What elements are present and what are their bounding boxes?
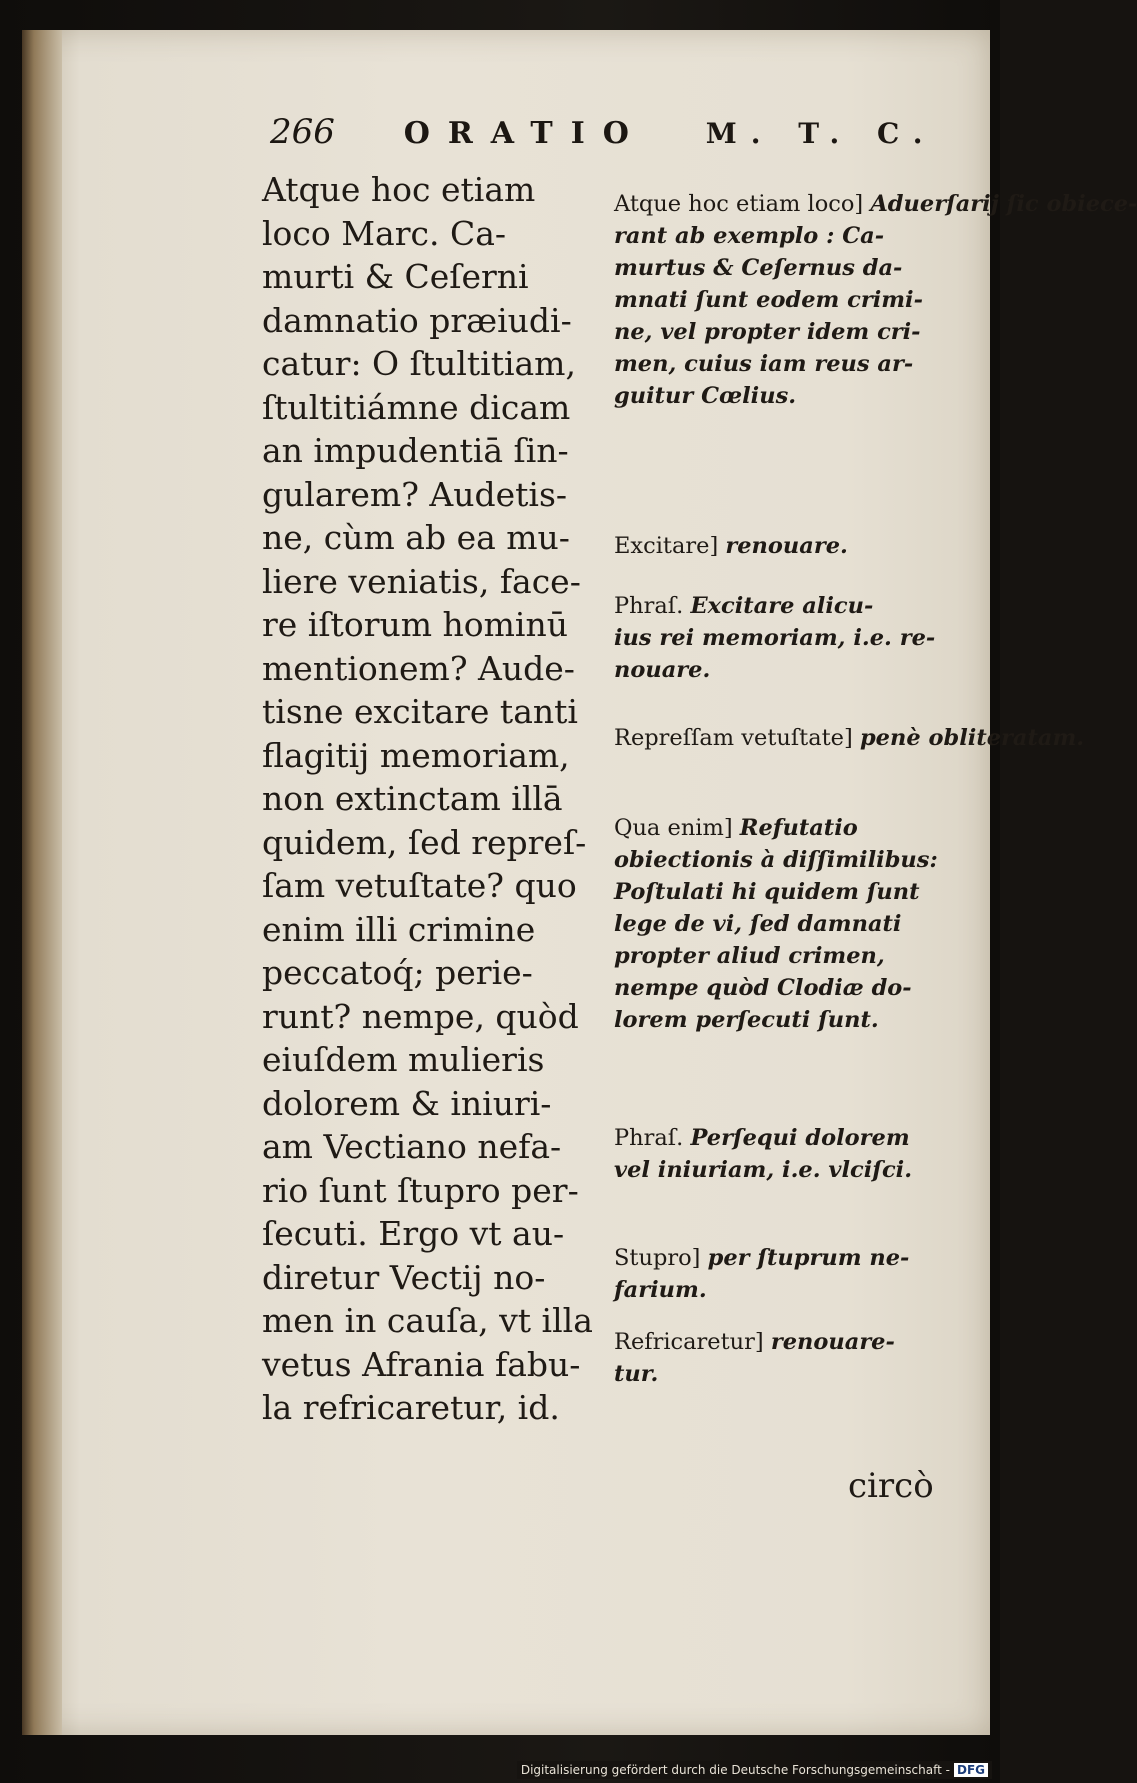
- main-text-line: runt? nempe, quòd: [262, 996, 579, 1036]
- main-text-line: peccatoq́; perie-: [262, 953, 533, 992]
- gloss-line: [614, 876, 959, 908]
- gloss-line: [614, 940, 959, 972]
- gloss-explanation: vel iniuriam, i.e. vlciſci.: [614, 1157, 913, 1183]
- gloss-line: [614, 284, 959, 316]
- gloss-line: [614, 908, 959, 940]
- gloss-line: [614, 1358, 959, 1390]
- gloss-explanation: renouare-: [770, 1329, 895, 1355]
- gloss-lemma: Qua enim]: [614, 815, 733, 841]
- marginal-gloss: [614, 530, 959, 562]
- gloss-lemma: Excitare]: [614, 533, 719, 559]
- gloss-line: [614, 380, 959, 412]
- marginal-gloss: [614, 722, 1085, 754]
- gloss-explanation: penè obliteratam.: [859, 725, 1085, 751]
- gloss-lemma: Atque hoc etiam loco]: [614, 191, 864, 217]
- main-text-line: damnatio præiudi-: [262, 300, 572, 340]
- main-text-line: re iſtorum hominū: [262, 605, 568, 644]
- gloss-explanation: per ſtuprum ne-: [707, 1245, 910, 1271]
- main-text-line: diretur Vectij no-: [262, 1257, 546, 1297]
- gloss-line: [614, 654, 959, 686]
- digitization-credit: [517, 1761, 992, 1779]
- gloss-lemma: Phraſ.: [614, 1125, 684, 1151]
- main-text-line: am Vectiano nefa-: [262, 1127, 562, 1166]
- gloss-line: [614, 1154, 959, 1186]
- main-text-line: gularem? Audetis-: [262, 474, 568, 514]
- main-text-line: murti & Ceſerni: [262, 257, 529, 296]
- gloss-line: [614, 722, 1085, 754]
- gloss-lemma: Phraſ.: [614, 593, 684, 619]
- marginal-gloss: [614, 590, 959, 686]
- catchword: circò: [848, 1466, 934, 1506]
- gloss-line: [614, 348, 959, 380]
- main-text-line: ſam vetuſtate? quo: [262, 866, 577, 905]
- marginal-gloss: [614, 1326, 959, 1390]
- gloss-explanation: Refutatio: [739, 815, 858, 841]
- running-title: ORATIO: [403, 116, 647, 151]
- main-text-line: ſecuti. Ergo vt au-: [262, 1214, 565, 1253]
- gloss-explanation: murtus & Ceſernus da-: [614, 255, 903, 281]
- gloss-line: [614, 220, 959, 252]
- gloss-line: [614, 1242, 959, 1274]
- gloss-line: [614, 316, 959, 348]
- main-text-line: catur: O ſtultitiam,: [262, 344, 576, 383]
- gloss-explanation: lorem perſecuti ſunt.: [614, 1007, 879, 1033]
- gloss-lemma: Stupro]: [614, 1245, 701, 1271]
- gloss-line: [614, 812, 959, 844]
- gloss-line: [614, 972, 959, 1004]
- page-gutter: [22, 30, 62, 1735]
- main-text-line: la refricaretur, id.: [262, 1388, 560, 1427]
- main-text-line: eiuſdem mulieris: [262, 1040, 545, 1079]
- marginal-gloss: [614, 1242, 959, 1306]
- gloss-explanation: ne, vel propter idem cri-: [614, 319, 921, 345]
- gloss-explanation: ius rei memoriam, i.e. re-: [614, 625, 936, 651]
- main-text-line: tisne excitare tanti: [262, 692, 578, 731]
- main-text-line: loco Marc. Ca-: [262, 213, 507, 253]
- gloss-line: [614, 530, 959, 562]
- main-text-line: non extinctam illā: [262, 779, 563, 818]
- gloss-explanation: Excitare alicu-: [690, 593, 874, 619]
- page-number: 266: [270, 112, 335, 152]
- gloss-explanation: mnati ſunt eodem crimi-: [614, 287, 923, 313]
- marginal-gloss: [614, 188, 1137, 412]
- gloss-explanation: tur.: [614, 1361, 659, 1387]
- main-text-line: an impudentiā ſin-: [262, 431, 569, 470]
- main-text-line: mentionem? Aude-: [262, 648, 575, 688]
- main-text-line: quidem, ſed repreſ-: [262, 822, 587, 862]
- dfg-badge: DFG: [954, 1763, 988, 1777]
- gloss-line: [614, 252, 959, 284]
- gloss-line: [614, 622, 959, 654]
- gloss-explanation: rant ab exemplo : Ca-: [614, 223, 885, 249]
- main-text-line: dolorem & iniuri-: [262, 1083, 552, 1123]
- gloss-explanation: Perſequi dolorem: [690, 1125, 910, 1151]
- gloss-lemma: Refricaretur]: [614, 1329, 764, 1355]
- gloss-line: [614, 844, 959, 876]
- gloss-explanation: obiectionis à diſſimilibus:: [614, 847, 938, 873]
- gloss-explanation: nouare.: [614, 657, 711, 683]
- running-initials: M. T. C.: [705, 117, 937, 150]
- main-text-line: enim illi crimine: [262, 909, 536, 949]
- gloss-line: [614, 1122, 959, 1154]
- main-text-line: Atque hoc etiam: [262, 170, 536, 209]
- marginal-gloss: [614, 812, 959, 1036]
- main-text-line: men in cauſa, vt illa: [262, 1301, 593, 1340]
- gloss-line: [614, 188, 1137, 220]
- gloss-line: [614, 1274, 959, 1306]
- gloss-line: [614, 1004, 959, 1036]
- gloss-explanation: Aduerſarij ſic obiece-: [870, 191, 1137, 217]
- main-text-line: rio ſunt ſtupro per-: [262, 1170, 579, 1210]
- main-text-column: [262, 168, 607, 1430]
- main-text-line: flagitij memoriam,: [262, 735, 570, 775]
- gloss-explanation: farium.: [614, 1277, 707, 1303]
- gloss-explanation: men, cuius iam reus ar-: [614, 351, 914, 377]
- gloss-lemma: Repreſſam vetuſtate]: [614, 725, 853, 751]
- gloss-explanation: renouare.: [725, 533, 848, 559]
- main-text-line: ſtultitiámne dicam: [262, 387, 571, 427]
- gloss-explanation: guitur Cœlius.: [614, 383, 797, 409]
- gloss-line: [614, 1326, 959, 1358]
- gloss-explanation: propter aliud crimen,: [614, 943, 885, 969]
- gloss-explanation: lege de vi, ſed damnati: [614, 911, 902, 937]
- main-text-line: vetus Afrania fabu-: [262, 1344, 581, 1384]
- main-text-line: ne, cùm ab ea mu-: [262, 518, 570, 557]
- gloss-line: [614, 590, 959, 622]
- running-head: [270, 112, 937, 162]
- marginal-gloss: [614, 1122, 959, 1186]
- main-text-line: liere veniatis, face-: [262, 561, 581, 601]
- gloss-explanation: Poſtulati hi quidem ſunt: [614, 879, 920, 905]
- credit-text: Digitalisierung gefördert durch die Deutsche Forschungsgemeinschaft -: [520, 1763, 950, 1777]
- gloss-explanation: nempe quòd Clodiæ do-: [614, 975, 912, 1001]
